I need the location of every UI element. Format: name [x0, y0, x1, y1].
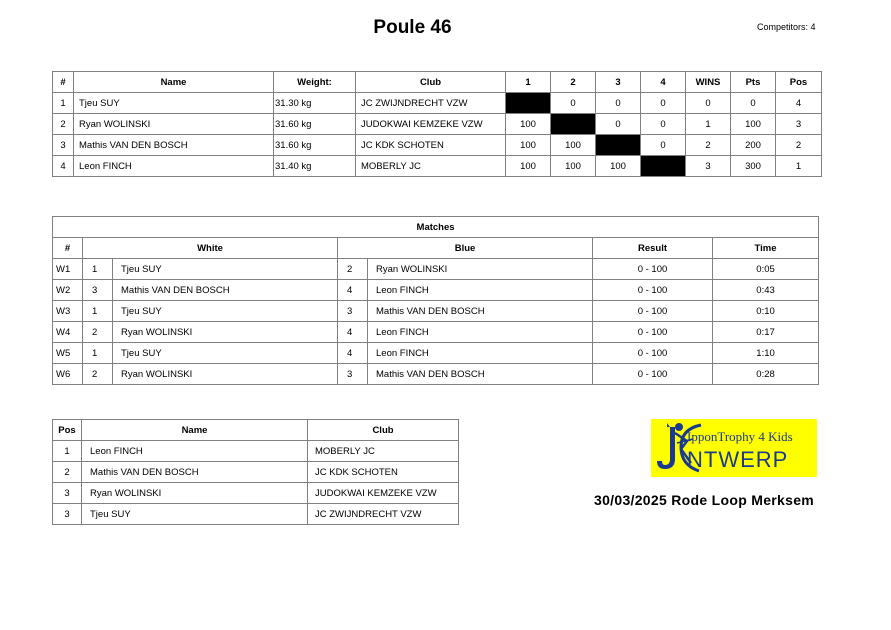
- cell-self-match: [551, 114, 596, 135]
- col-header-match-num: #: [53, 238, 83, 259]
- cell-pos: 1: [776, 156, 822, 177]
- event-date-location: 30/03/2025 Rode Loop Merksem: [594, 492, 815, 508]
- cell-rank-pos: 3: [53, 504, 82, 525]
- table-row: [53, 322, 819, 343]
- table-row: [53, 156, 822, 177]
- cell-blue-num: 4: [338, 322, 368, 343]
- table-row: [53, 364, 819, 385]
- col-header-result: Result: [593, 238, 713, 259]
- cell-result: 0 - 100: [593, 364, 713, 385]
- cell-time: 0:28: [713, 364, 819, 385]
- cell-rank-club: JC ZWIJNDRECHT VZW: [308, 504, 459, 525]
- table-row: [53, 441, 459, 462]
- cell-wins: 0: [686, 93, 731, 114]
- cell-white-name: Tjeu SUY: [113, 301, 338, 322]
- cell-white-num: 2: [83, 364, 113, 385]
- cell-white-name: Tjeu SUY: [113, 259, 338, 280]
- cell-white-num: 1: [83, 343, 113, 364]
- col-header-pts: Pts: [731, 72, 776, 93]
- cell-num: 4: [53, 156, 74, 177]
- cell-time: 0:17: [713, 322, 819, 343]
- event-logo: [651, 419, 817, 477]
- table-row: [53, 135, 822, 156]
- judo-trophy-logo-icon: [651, 419, 817, 477]
- col-header-wins: WINS: [686, 72, 731, 93]
- cell-rank-club: JUDOKWAI KEMZEKE VZW: [308, 483, 459, 504]
- cell-weight: 31.60 kg: [274, 135, 356, 156]
- cell-match-id: W1: [53, 259, 83, 280]
- table-row: [53, 504, 459, 525]
- cell-blue-name: Ryan WOLINSKI: [368, 259, 593, 280]
- cell-self-match: [596, 135, 641, 156]
- cell-match-id: W3: [53, 301, 83, 322]
- matches-title-row: [53, 217, 819, 238]
- table-row: [53, 462, 459, 483]
- cell-rank-name: Tjeu SUY: [82, 504, 308, 525]
- cell-white-name: Tjeu SUY: [113, 343, 338, 364]
- cell-time: 0:10: [713, 301, 819, 322]
- cell-rank-name: Leon FINCH: [82, 441, 308, 462]
- matches-table: [52, 216, 819, 385]
- cell-rank-club: JC KDK SCHOTEN: [308, 462, 459, 483]
- table-row: [53, 343, 819, 364]
- cell-rank-name: Ryan WOLINSKI: [82, 483, 308, 504]
- poule-table: [52, 71, 822, 177]
- cell-time: 0:43: [713, 280, 819, 301]
- col-header-num: #: [53, 72, 74, 93]
- cell-rank-pos: 2: [53, 462, 82, 483]
- cell-blue-name: Leon FINCH: [368, 322, 593, 343]
- cell-blue-num: 4: [338, 343, 368, 364]
- cell-weight: 31.60 kg: [274, 114, 356, 135]
- cell-wins: 2: [686, 135, 731, 156]
- cell-pos: 4: [776, 93, 822, 114]
- cell-num: 1: [53, 93, 74, 114]
- cell-white-name: Ryan WOLINSKI: [113, 364, 338, 385]
- col-header-time: Time: [713, 238, 819, 259]
- cell-score: 0: [551, 93, 596, 114]
- cell-name: Mathis VAN DEN BOSCH: [74, 135, 274, 156]
- cell-score: 0: [641, 114, 686, 135]
- competitors-count: Competitors: 4: [757, 22, 816, 32]
- cell-club: JC ZWIJNDRECHT VZW: [356, 93, 506, 114]
- cell-white-num: 3: [83, 280, 113, 301]
- cell-rank-pos: 3: [53, 483, 82, 504]
- cell-blue-num: 2: [338, 259, 368, 280]
- cell-club: JUDOKWAI KEMZEKE VZW: [356, 114, 506, 135]
- col-header-1: 1: [506, 72, 551, 93]
- cell-score: 100: [551, 156, 596, 177]
- cell-pts: 0: [731, 93, 776, 114]
- cell-rank-pos: 1: [53, 441, 82, 462]
- cell-time: 1:10: [713, 343, 819, 364]
- cell-club: JC KDK SCHOTEN: [356, 135, 506, 156]
- cell-score: 100: [506, 135, 551, 156]
- matches-header-row: [53, 238, 819, 259]
- cell-weight: 31.40 kg: [274, 156, 356, 177]
- cell-num: 2: [53, 114, 74, 135]
- cell-score: 0: [641, 93, 686, 114]
- table-row: [53, 259, 819, 280]
- table-row: [53, 301, 819, 322]
- cell-rank-club: MOBERLY JC: [308, 441, 459, 462]
- cell-blue-num: 3: [338, 301, 368, 322]
- cell-white-num: 2: [83, 322, 113, 343]
- cell-match-id: W2: [53, 280, 83, 301]
- table-row: [53, 93, 822, 114]
- cell-match-id: W4: [53, 322, 83, 343]
- cell-blue-num: 3: [338, 364, 368, 385]
- cell-weight: 31.30 kg: [274, 93, 356, 114]
- poule-header-row: [53, 72, 822, 93]
- cell-num: 3: [53, 135, 74, 156]
- cell-wins: 1: [686, 114, 731, 135]
- cell-white-num: 1: [83, 259, 113, 280]
- cell-result: 0 - 100: [593, 280, 713, 301]
- col-header-3: 3: [596, 72, 641, 93]
- col-header-name: Name: [74, 72, 274, 93]
- cell-blue-name: Leon FINCH: [368, 343, 593, 364]
- svg-text:IpponTrophy 4 Kids: IpponTrophy 4 Kids: [687, 429, 793, 444]
- cell-name: Tjeu SUY: [74, 93, 274, 114]
- table-row: [53, 114, 822, 135]
- table-row: [53, 483, 459, 504]
- cell-score: 0: [596, 93, 641, 114]
- cell-result: 0 - 100: [593, 322, 713, 343]
- table-row: [53, 280, 819, 301]
- cell-blue-num: 4: [338, 280, 368, 301]
- cell-pos: 3: [776, 114, 822, 135]
- cell-self-match: [641, 156, 686, 177]
- col-header-pos: Pos: [776, 72, 822, 93]
- cell-score: 0: [641, 135, 686, 156]
- svg-text:NTWERP: NTWERP: [687, 447, 789, 472]
- cell-wins: 3: [686, 156, 731, 177]
- cell-score: 100: [506, 156, 551, 177]
- cell-pts: 200: [731, 135, 776, 156]
- ranking-table: [52, 419, 459, 525]
- cell-blue-name: Mathis VAN DEN BOSCH: [368, 301, 593, 322]
- cell-self-match: [506, 93, 551, 114]
- col-header-2: 2: [551, 72, 596, 93]
- col-header-white: White: [83, 238, 338, 259]
- col-header-rank-pos: Pos: [53, 420, 82, 441]
- cell-score: 100: [596, 156, 641, 177]
- col-header-rank-name: Name: [82, 420, 308, 441]
- cell-name: Ryan WOLINSKI: [74, 114, 274, 135]
- col-header-club: Club: [356, 72, 506, 93]
- matches-title: Matches: [53, 217, 819, 238]
- cell-pts: 100: [731, 114, 776, 135]
- cell-result: 0 - 100: [593, 301, 713, 322]
- cell-club: MOBERLY JC: [356, 156, 506, 177]
- cell-score: 100: [506, 114, 551, 135]
- cell-result: 0 - 100: [593, 343, 713, 364]
- col-header-weight: Weight:: [274, 72, 356, 93]
- cell-score: 0: [596, 114, 641, 135]
- col-header-rank-club: Club: [308, 420, 459, 441]
- cell-name: Leon FINCH: [74, 156, 274, 177]
- cell-match-id: W6: [53, 364, 83, 385]
- cell-pts: 300: [731, 156, 776, 177]
- cell-blue-name: Mathis VAN DEN BOSCH: [368, 364, 593, 385]
- cell-result: 0 - 100: [593, 259, 713, 280]
- ranking-header-row: [53, 420, 459, 441]
- cell-score: 100: [551, 135, 596, 156]
- col-header-4: 4: [641, 72, 686, 93]
- cell-white-num: 1: [83, 301, 113, 322]
- cell-pos: 2: [776, 135, 822, 156]
- cell-rank-name: Mathis VAN DEN BOSCH: [82, 462, 308, 483]
- cell-match-id: W5: [53, 343, 83, 364]
- page-title: Poule 46: [373, 17, 452, 38]
- col-header-blue: Blue: [338, 238, 593, 259]
- cell-time: 0:05: [713, 259, 819, 280]
- cell-blue-name: Leon FINCH: [368, 280, 593, 301]
- cell-white-name: Ryan WOLINSKI: [113, 322, 338, 343]
- cell-white-name: Mathis VAN DEN BOSCH: [113, 280, 338, 301]
